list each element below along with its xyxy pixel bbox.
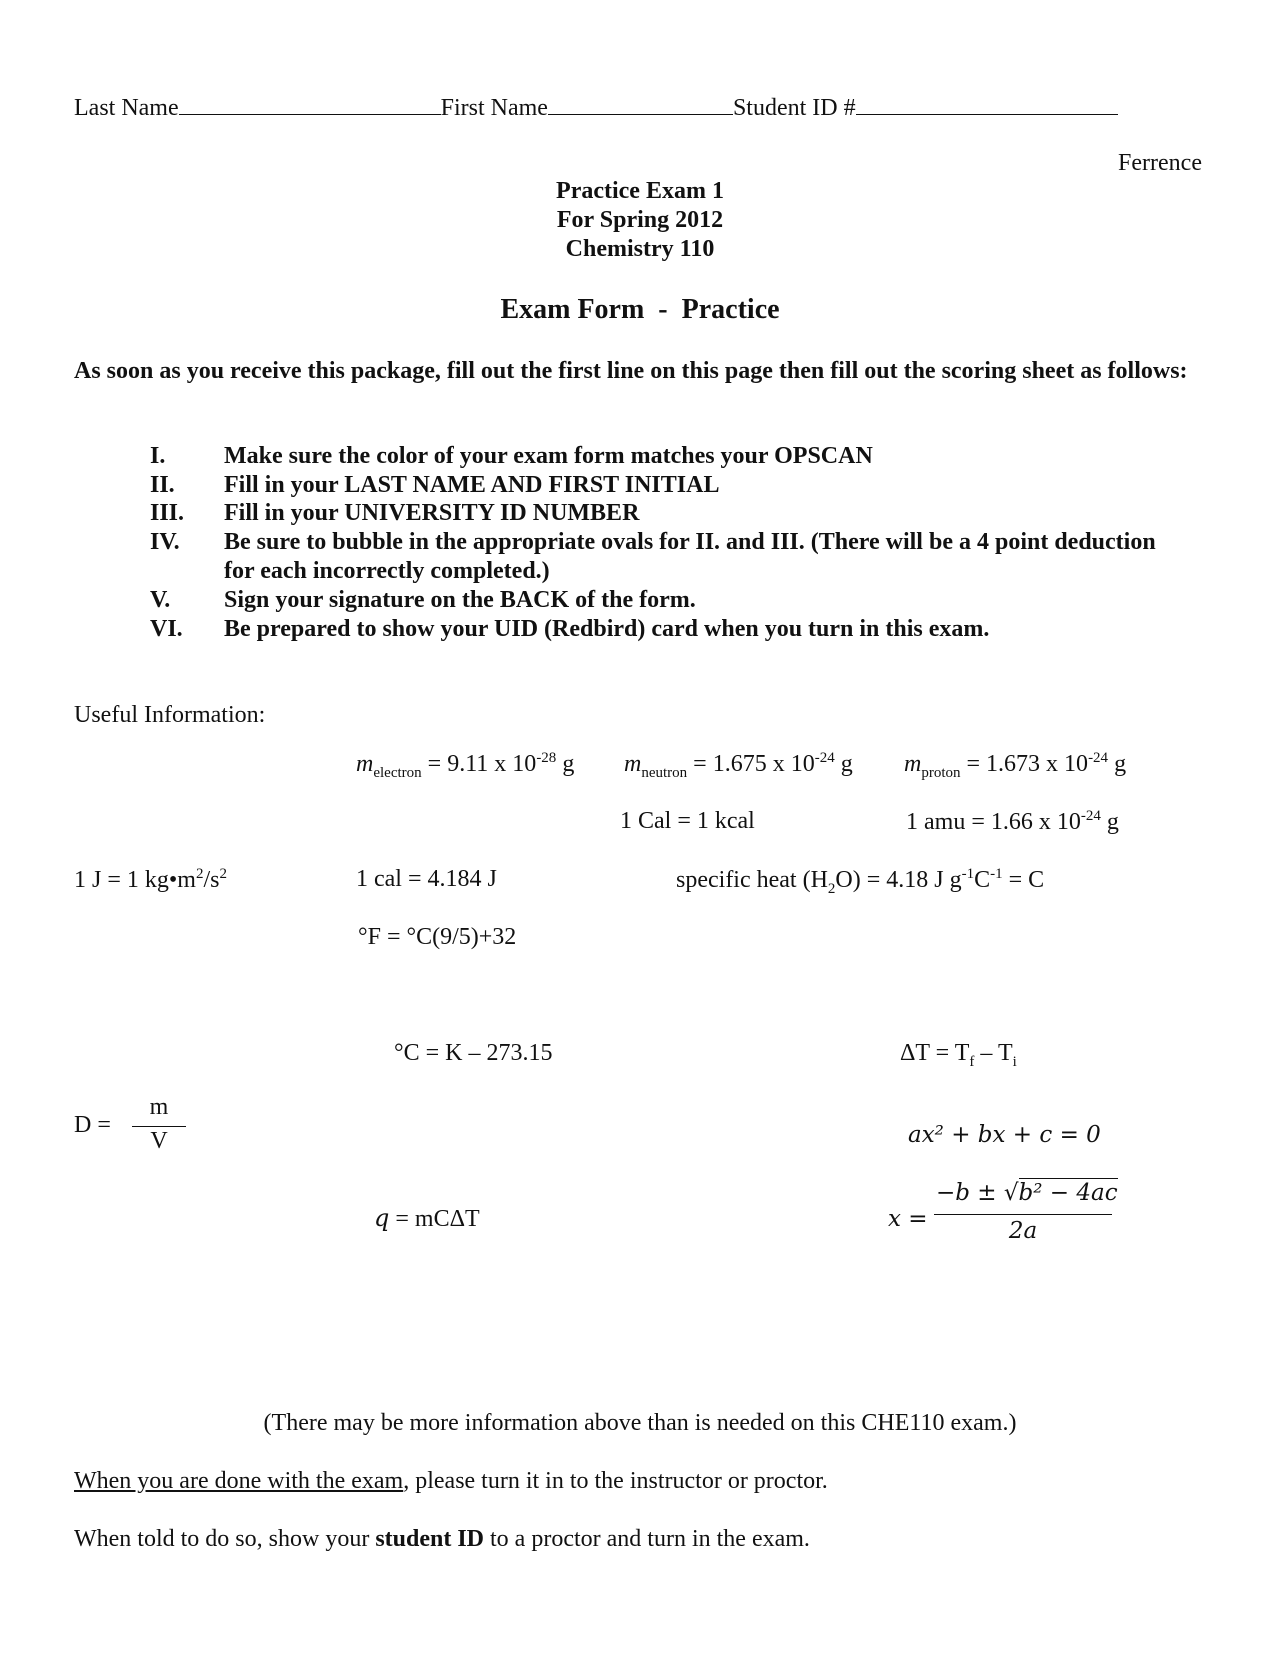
name-id-line [74,94,1118,122]
instruction-num: I. [150,443,166,469]
instruction-text: Sign your signature on the BACK of the form. [224,587,696,613]
proton-mass: $m_{proton} = 1.673$ x $10^{-24}$ g [904,750,1127,781]
neutron-mass: $m_{neutron} = 1.675$ x $10^{-24}$ g [624,750,853,781]
first-name-field[interactable] [548,94,733,115]
useful-info-label: Useful Information: [74,702,266,728]
quadratic-equation: ax² + bx + c = 0 [908,1122,1101,1148]
exam-form-dash: - [658,294,668,325]
fahrenheit-conversion: °F = °C(9/5)+32 [358,924,517,950]
specific-heat-water: specific heat $(H_2O) = 4.18$ J $g^{-1}C^{-1} = C$ [676,866,1045,897]
instructor-name: Ferrence [1118,150,1202,176]
instruction-num: IV. [150,529,180,555]
last-name-label: Last Name [74,95,179,121]
exam-course: Chemistry 110 [565,236,715,262]
quadratic-numerator: −b ± √b² − 4ac [936,1180,1118,1206]
quadratic-fraction-bar [934,1214,1112,1215]
instruction-num: III. [150,500,185,526]
cal-kcal: 1 Cal = 1 kcal [620,808,755,834]
instruction-text: Be prepared to show your UID (Redbird) card when you turn in this exam. [224,616,990,642]
amu-mass: 1 amu = 1.66 x $10^{-24}$ g [906,808,1119,835]
quadratic-denominator: 2a [1008,1218,1038,1244]
heat-equation: q = mCΔT [374,1204,480,1232]
instruction-text: Fill in your UNIVERSITY ID NUMBER [224,500,640,526]
exam-form-value: Practice [681,294,780,325]
exam-form-label: Exam Form [500,294,645,325]
quadratic-lhs: x = [888,1206,928,1232]
extra-info-note: (There may be more information above than is needed on this CHE110 exam.) [263,1410,1017,1436]
density-numerator: m [149,1094,169,1120]
student-id-field[interactable] [856,94,1118,115]
student-id-label: Student ID # [732,95,856,121]
density-lhs: D = [74,1112,111,1138]
instruction-num: II. [150,472,175,498]
electron-mass: $m_{electron} = 9.11$ x $10^{-28}$ g [356,750,575,781]
intro-text: As soon as you receive this package, fill out the first line on this page then fill out the scoring sheet as follows: [74,358,1188,384]
density-fraction-bar [132,1126,186,1127]
turn-in-instruction: When you are done with the exam, please turn it in to the instructor or proctor. [74,1468,828,1494]
instruction-text: Be sure to bubble in the appropriate ovals for II. and III. (There will be a 4 point deduction [224,529,1156,555]
density-denominator: V [150,1128,168,1154]
exam-title: Practice Exam 1 [556,178,724,204]
delta-t-formula: $\Delta T = T_f - T_i$ [900,1040,1017,1070]
exam-form [390,294,890,326]
show-id-instruction: When told to do so, show your student ID to a proctor and turn in the exam. [74,1526,810,1552]
exam-term: For Spring 2012 [556,207,724,233]
instruction-num: V. [150,587,171,613]
last-name-field[interactable] [179,94,441,115]
first-name-label: First Name [440,95,548,121]
instruction-text: Make sure the color of your exam form matches your OPSCAN [224,443,873,469]
instruction-text: Fill in your LAST NAME AND FIRST INITIAL [224,472,720,498]
sqrt-icon: √ [1003,1180,1019,1206]
instruction-num: VI. [150,616,183,642]
celsius-conversion: °C = K – 273.15 [394,1040,553,1066]
joule-definition: 1 J = 1 $kg•m^2/s^2$ [74,866,227,893]
instruction-text-cont: for each incorrectly completed.) [224,558,550,584]
cal-joule: 1 cal = 4.184 J [356,866,497,892]
